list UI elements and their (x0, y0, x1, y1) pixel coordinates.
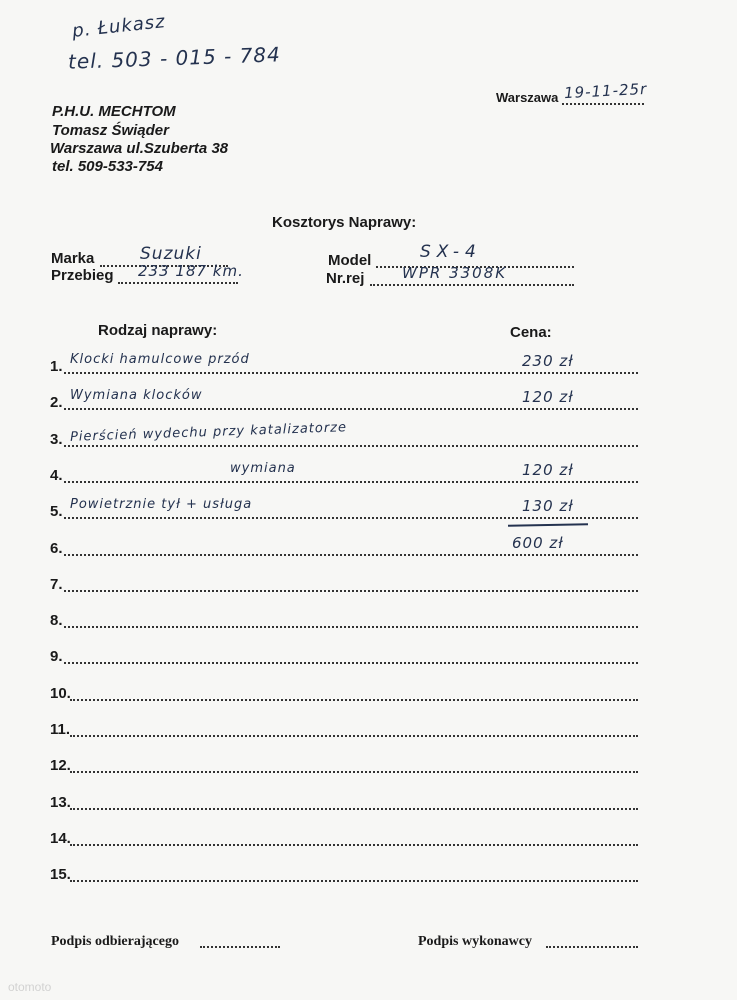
repair-row-description: Wymiana klocków (70, 388, 203, 403)
repair-row-description: Pierścień wydechu przy katalizatorze (69, 420, 348, 445)
repair-row-dotted-line (64, 626, 638, 628)
repair-row-dotted-line (70, 808, 638, 810)
performer-signature-label: Podpis wykonawcy (418, 934, 532, 949)
watermark-logo: otomoto (8, 980, 52, 994)
repair-row-dotted-line (64, 554, 638, 556)
date-city-label: Warszawa (496, 90, 559, 105)
repair-row-number: 5. (50, 503, 63, 520)
repair-row-dotted-line (64, 481, 638, 483)
repair-row-number: 4. (50, 467, 63, 484)
repair-row-dotted-line (64, 408, 638, 410)
performer-signature-line (546, 946, 638, 948)
repair-row-dotted-line (70, 735, 638, 737)
repair-row-number: 2. (50, 394, 63, 411)
repair-row-dotted-line (70, 699, 638, 701)
repair-row-number: 10. (50, 685, 71, 702)
company-address: Warszawa ul.Szuberta 38 (50, 140, 229, 157)
date-dotted-line (562, 103, 644, 105)
date-value: 19-11-25r (563, 79, 648, 103)
repair-row-dotted-line (64, 445, 638, 447)
receiver-signature-line (200, 946, 280, 948)
repair-row-dotted-line (70, 771, 638, 773)
repair-row-number: 1. (50, 358, 63, 375)
repair-row-price: 230 zł (522, 352, 574, 370)
repair-row-price: 120 zł (522, 388, 574, 406)
repair-row-dotted-line (70, 844, 638, 846)
repair-row-dotted-line (64, 590, 638, 592)
repair-row-number: 15. (50, 866, 71, 883)
repair-row-dotted-line (64, 372, 638, 374)
mileage-label: Przebieg (51, 267, 114, 284)
company-owner: Tomasz Świąder (52, 122, 169, 139)
repair-row-dotted-line (64, 517, 638, 519)
repair-row-number: 13. (50, 794, 71, 811)
repair-type-header: Rodzaj naprawy: (98, 322, 218, 339)
repair-row-number: 8. (50, 612, 63, 629)
mileage-value: 233 187 km. (138, 262, 244, 280)
repair-row-description: Klocki hamulcowe przód (70, 352, 250, 367)
repair-row-number: 12. (50, 757, 71, 774)
repair-row-number: 9. (50, 648, 63, 665)
make-value: Suzuki (140, 244, 202, 264)
company-name: P.H.U. MECHTOM (52, 103, 176, 120)
reg-value: WPR 3308K (402, 264, 508, 282)
repair-row-number: 11. (50, 721, 71, 738)
model-label: Model (328, 252, 372, 269)
reg-label: Nr.rej (326, 270, 365, 287)
price-header: Cena: (510, 324, 552, 341)
handwritten-contact-name: p. Łukasz (71, 11, 167, 42)
document-title: Kosztorys Naprawy: (272, 214, 417, 231)
repair-row-number: 6. (50, 540, 63, 557)
sum-underline (508, 523, 588, 526)
mileage-dotted-line (118, 282, 238, 284)
repair-row-price: 130 zł (522, 497, 574, 515)
repair-row-number: 14. (50, 830, 71, 847)
repair-row-dotted-line (70, 880, 638, 882)
repair-row-description: wymiana (230, 461, 296, 476)
repair-row-price: 120 zł (522, 461, 574, 479)
company-phone: tel. 509-533-754 (52, 158, 163, 175)
reg-dotted-line (370, 284, 574, 286)
repair-row-description: Powietrznie tył + usługa (70, 497, 253, 512)
handwritten-contact-phone: tel. 503 - 015 - 784 (67, 42, 282, 74)
repair-row-dotted-line (64, 662, 638, 664)
repair-row-price: 600 zł (512, 534, 564, 552)
model-value: SX-4 (420, 242, 482, 262)
repair-row-number: 3. (50, 431, 63, 448)
make-label: Marka (51, 250, 95, 267)
receiver-signature-label: Podpis odbierającego (51, 934, 179, 949)
repair-row-number: 7. (50, 576, 63, 593)
